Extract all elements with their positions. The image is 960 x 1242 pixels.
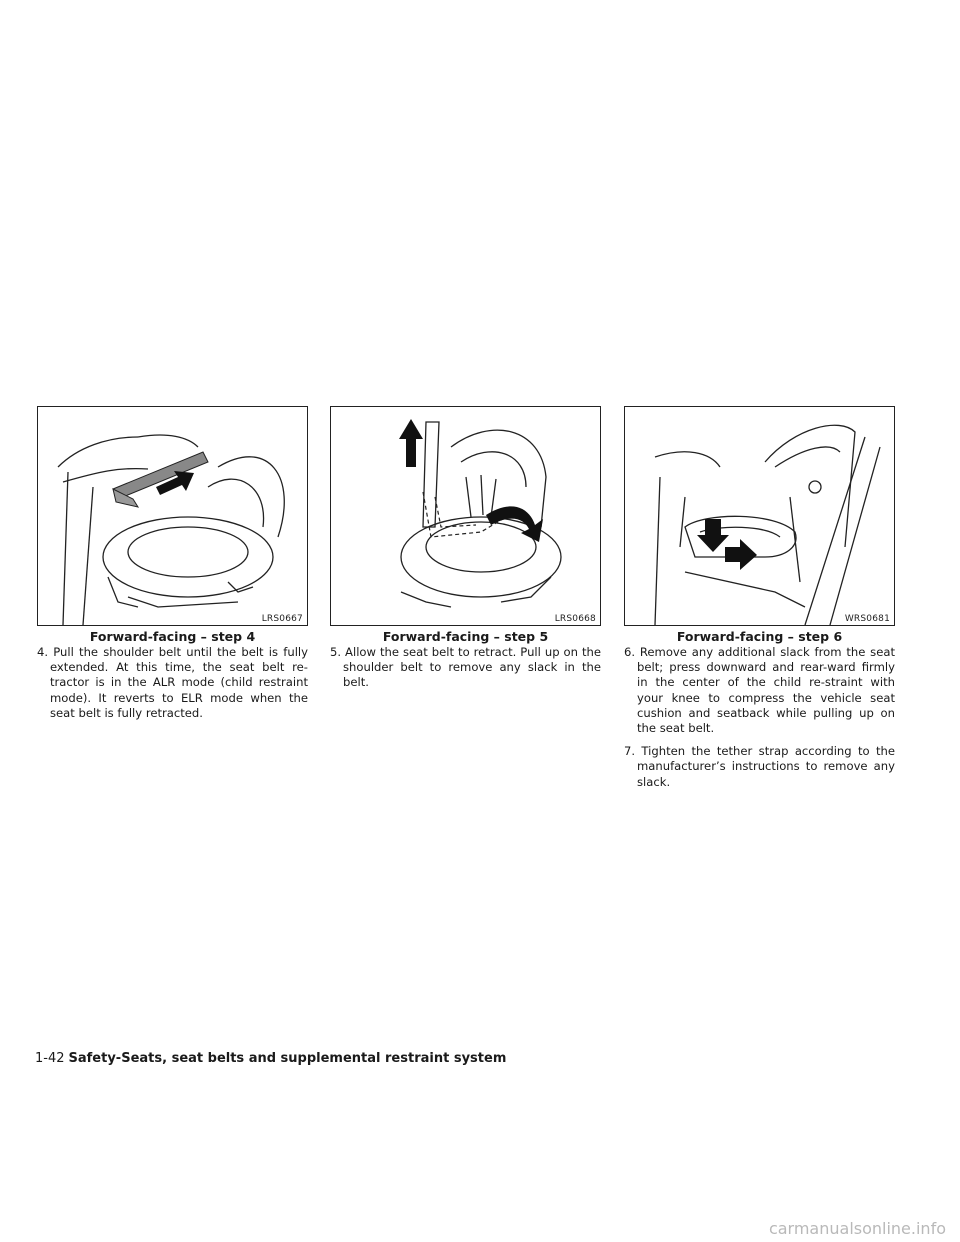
illustration-step-5 xyxy=(331,407,600,625)
section-title: Safety-Seats, seat belts and supplemental restraint system xyxy=(68,1051,507,1066)
step-4-text: 4. Pull the shoulder belt until the belt is fully extended. At this time, the seat belt re-tractor is in the ALR mode (child restraint mode). It reverts to ELR mode when the seat belt is fully retracted. xyxy=(37,645,308,720)
illustration-step-6 xyxy=(625,407,894,625)
figure-code: LRS0667 xyxy=(261,614,303,624)
figure-caption: Forward-facing – step 5 xyxy=(382,629,549,644)
figure-code: WRS0681 xyxy=(844,614,890,624)
watermark: carmanualsonline.info xyxy=(768,1219,946,1238)
figure-step-6 xyxy=(624,406,895,626)
figure-step-5 xyxy=(330,406,601,626)
step-6-text: 6. Remove any additional slack from the seat belt; press downward and rear-ward firmly in the center of the child re-straint with your knee to compress the vehicle seat cushion and seatback while pulling up on the seat belt. xyxy=(624,645,895,736)
page-footer xyxy=(35,1051,506,1066)
figure-caption: Forward-facing – step 6 xyxy=(676,629,843,644)
column-step-6 xyxy=(624,406,895,798)
column-step-5 xyxy=(330,406,601,699)
figure-code: LRS0668 xyxy=(554,614,596,624)
column-step-4 xyxy=(37,406,308,729)
step-7-text: 7. Tighten the tether strap according to the manufacturer’s instructions to remove any slack. xyxy=(624,744,895,789)
illustration-step-4 xyxy=(38,407,307,625)
figure-step-4 xyxy=(37,406,308,626)
step-5-text: 5. Allow the seat belt to retract. Pull up on the shoulder belt to remove any slack in the belt. xyxy=(330,645,601,690)
figure-caption: Forward-facing – step 4 xyxy=(89,629,256,644)
page-number: 1-42 xyxy=(35,1051,65,1066)
